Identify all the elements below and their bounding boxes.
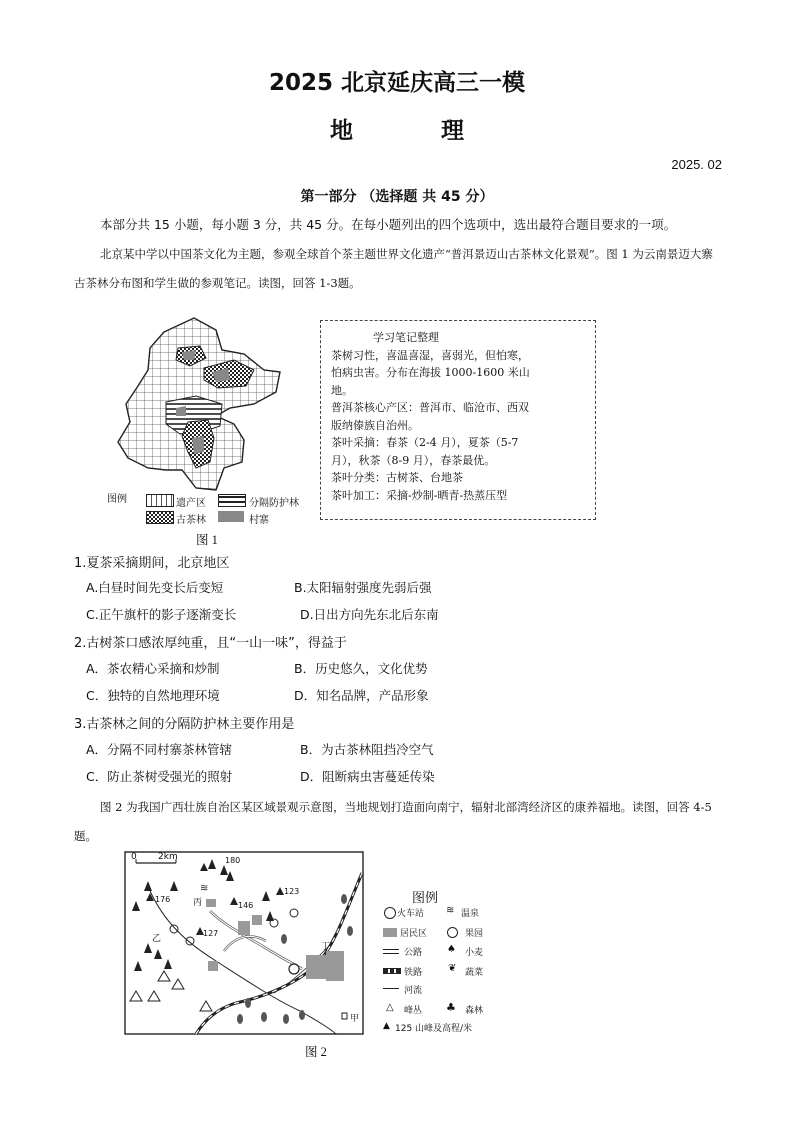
figure1-caption: 图 1 — [196, 533, 218, 547]
peak-180: 180 — [225, 856, 241, 865]
question-2-option-a[interactable]: A．茶农精心采摘和炒制 — [86, 661, 220, 676]
question-3-option-d[interactable]: D．阻断病虫害蔓延传染 — [300, 769, 435, 784]
notes-title: 学习笔记整理 — [373, 331, 439, 344]
notes-line: 版纳傣族自治州。 — [331, 418, 419, 432]
page-title: 2025 北京延庆高三一模 — [268, 70, 526, 96]
legend-label-heritage: 遗产区 — [176, 498, 206, 509]
legend-swatch-village — [218, 511, 244, 522]
notes-line: 茶叶加工：采摘-炒制-晒青-热蒸压型 — [331, 488, 508, 502]
question-1-stem: 1.夏茶采摘期间，北京地区 — [74, 556, 230, 571]
question-2-option-d[interactable]: D．知名品牌，产品形象 — [294, 688, 429, 703]
notes-line: 普洱茶核心产区：普洱市、临沧市、西双 — [331, 401, 529, 414]
river-icon — [383, 988, 399, 989]
notes-line: 怕病虫害。分布在海拔 1000-1600 米山 — [331, 366, 530, 379]
place-yi: 乙 — [152, 934, 162, 944]
residential-area — [206, 899, 216, 907]
exam-date: 2025. 02 — [671, 157, 722, 172]
question-1-option-b[interactable]: B.太阳辐射强度先弱后强 — [294, 580, 432, 595]
residential-area — [252, 915, 262, 925]
legend-road: 公路 — [404, 948, 423, 958]
notes-line: 茶树习性，喜温喜湿，喜弱光，但怕寒， — [331, 348, 529, 362]
legend-river: 河流 — [404, 986, 423, 996]
section-title: 第一部分 （选择题 共 45 分） — [300, 189, 494, 205]
legend-label-village: 村寨 — [249, 515, 269, 526]
figure2-caption: 图 2 — [305, 1045, 327, 1059]
hot-spring-icon: ≋ — [446, 905, 455, 916]
legend-swatch-heritage — [146, 494, 174, 507]
legend-swatch-tea-forest — [146, 511, 174, 524]
question-2-option-b[interactable]: B．历史悠久，文化优势 — [294, 661, 428, 676]
question-3-stem: 3.古茶林之间的分隔防护林主要作用是 — [74, 717, 295, 732]
legend-residential: 居民区 — [400, 929, 428, 939]
legend-orchard: 果园 — [465, 929, 484, 939]
peak-176: 176 — [155, 895, 171, 904]
residential-area — [326, 951, 344, 981]
question-3-option-c[interactable]: C．防止茶树受强光的照射 — [86, 769, 233, 784]
scale-2km: 2km — [158, 852, 178, 862]
legend-hot-spring: 温泉 — [461, 909, 480, 919]
peak-cluster-icon: △ — [386, 1002, 394, 1013]
legend-swatch-buffer — [218, 494, 246, 507]
road-icon — [383, 949, 399, 954]
question-2-stem: 2.古树茶口感浓厚纯重，且“一山一味”，得益于 — [74, 636, 347, 651]
question-3-option-a[interactable]: A．分隔不同村寨茶林管辖 — [86, 742, 233, 757]
residential-area — [208, 961, 218, 971]
scale-zero: 0 — [131, 852, 137, 862]
residential-icon — [383, 928, 397, 937]
legend-label-tea-forest: 古茶林 — [176, 515, 206, 526]
passage-1: 北京某中学以中国茶文化为主题，参观全球首个茶主题世界文化遗产“普洱景迈山古茶林文化景观”。图 1 为云南景迈大寨古茶林分布图和学生做的参观笔记。读图，回答 1-3题。 — [74, 247, 713, 290]
legend-forest: 森林 — [465, 1006, 484, 1016]
forest-icon: ♣ — [446, 1001, 456, 1014]
village-3 — [192, 436, 204, 454]
question-1-option-d[interactable]: D.日出方向先东北后东南 — [300, 607, 439, 622]
question-1-option-a[interactable]: A.白昼时间先变长后变短 — [86, 580, 224, 595]
svg-text:≋: ≋ — [200, 883, 209, 894]
wheat-icon: ♠ — [447, 944, 456, 955]
legend-label-buffer: 分隔防护林 — [249, 498, 299, 509]
place-bing: 丙 — [193, 898, 203, 908]
passage-2: 图 2 为我国广西壮族自治区某区域景观示意图，当地规划打造面向南宁，辐射北部湾经济区的康养福地。读图，回答 4-5题。 — [74, 800, 712, 843]
notes-line: 茶叶分类：古树茶、台地茶 — [331, 471, 463, 484]
notes-line: 茶叶采摘：春茶（2-4 月），夏茶（5-7 — [331, 436, 519, 449]
vegetable-icon: ❦ — [448, 963, 457, 974]
subject-title: 地 理 — [329, 118, 504, 144]
section-intro: 本部分共 15 小题，每小题 3 分，共 45 分。在每小题列出的四个选项中，选出最符合题目要求的一项。 — [100, 217, 677, 232]
place-ding: 丁 — [321, 942, 331, 952]
peak-127: 127 — [203, 929, 219, 938]
railway-icon — [383, 968, 401, 974]
figure1-map — [104, 312, 314, 548]
figure1-legend-title: 图例 — [107, 494, 127, 505]
train-station-icon — [384, 907, 396, 919]
notes-line: 地。 — [331, 383, 353, 397]
legend-peak-cluster: 峰丛 — [404, 1006, 423, 1016]
place-jia: 甲 — [350, 1014, 360, 1024]
train-station — [289, 964, 299, 974]
legend-vegetable: 蔬菜 — [465, 968, 484, 978]
peak-123: 123 — [284, 887, 300, 896]
legend-peak-elevation: 125 山峰及高程/米 — [395, 1024, 473, 1034]
peak-146: 146 — [238, 901, 254, 910]
peak-icon: ▲ — [383, 1021, 390, 1031]
question-2-option-c[interactable]: C．独特的自然地理环境 — [86, 688, 220, 703]
question-1-option-c[interactable]: C.正午旗杆的影子逐渐变长 — [86, 607, 237, 622]
figure2-legend-title: 图例 — [412, 890, 439, 905]
residential-area — [238, 921, 250, 935]
legend-wheat: 小麦 — [465, 948, 484, 958]
legend-railway: 铁路 — [404, 968, 423, 978]
legend-train-station: 火车站 — [397, 909, 425, 919]
orchard-icon — [447, 927, 458, 938]
question-3-option-b[interactable]: B．为古茶林阻挡冷空气 — [300, 742, 434, 757]
study-notes-box — [320, 320, 596, 520]
residential-area — [306, 955, 326, 979]
notes-line: 月），秋茶（8-9 月），春茶最优。 — [331, 453, 496, 467]
